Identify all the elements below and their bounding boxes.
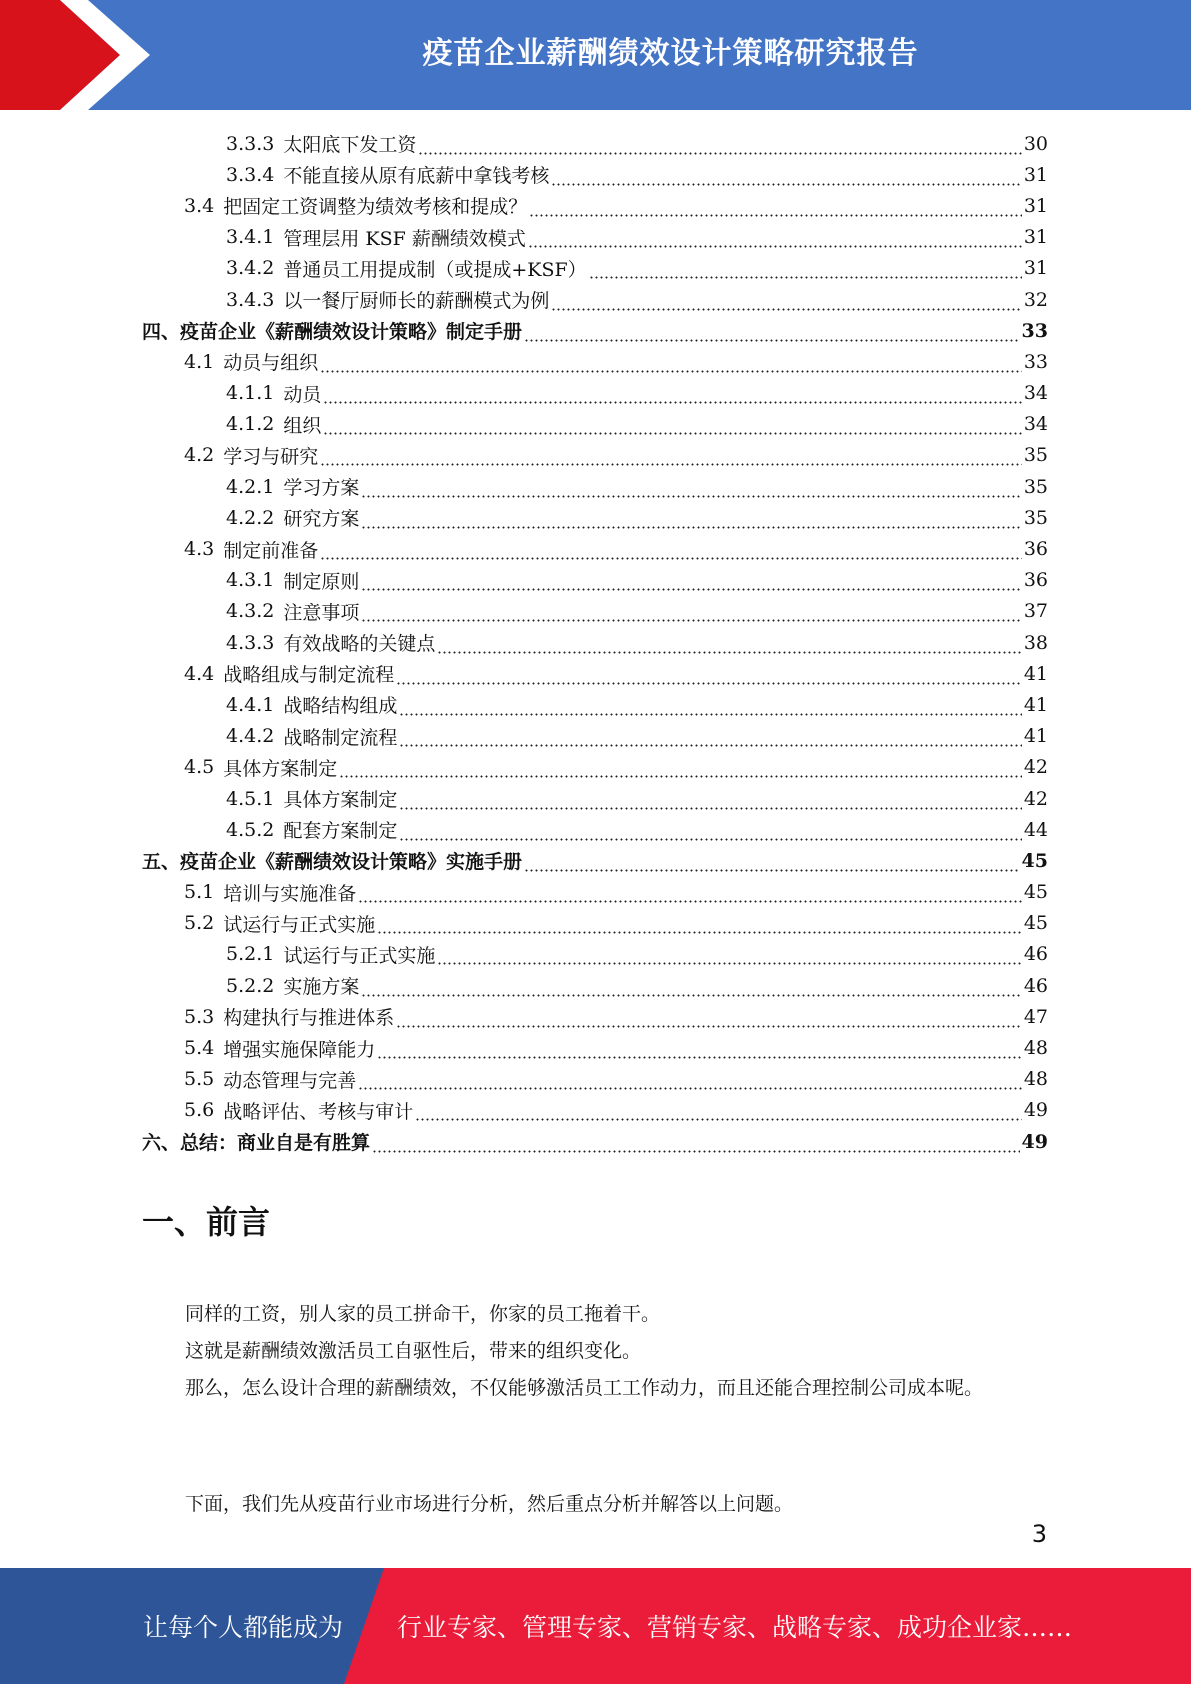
toc-entry[interactable]	[142, 752, 1048, 783]
toc-entry-title: 动员与组织	[223, 352, 319, 375]
toc-entry[interactable]	[142, 721, 1048, 752]
toc-entry[interactable]	[142, 315, 1048, 346]
toc-entry-page: 31	[1023, 194, 1048, 217]
toc-dot-leader	[358, 1076, 1022, 1090]
intro-paragraphs	[142, 1296, 1048, 1407]
toc-entry[interactable]	[142, 284, 1048, 315]
toc-entry[interactable]	[142, 908, 1048, 939]
toc-entry-page: 45	[1023, 912, 1048, 935]
toc-entry[interactable]	[142, 1126, 1048, 1157]
toc-entry-page: 41	[1023, 725, 1048, 748]
toc-entry-number: 4.1.2	[226, 413, 275, 436]
toc-entry-page: 48	[1023, 1068, 1048, 1091]
toc-entry-title: 五、疫苗企业《薪酬绩效设计策略》实施手册	[142, 851, 523, 874]
toc-entry[interactable]	[142, 1032, 1048, 1063]
toc-entry[interactable]	[142, 190, 1048, 221]
toc-entry-title: 具体方案制定	[283, 789, 398, 812]
toc-entry-number: 4.5.1	[226, 787, 275, 810]
toc-entry-title: 普通员工用提成制（或提成+KSF）	[283, 258, 587, 281]
toc-entry-title: 不能直接从原有底薪中拿钱考核	[283, 165, 550, 188]
toc-entry[interactable]	[142, 471, 1048, 502]
toc-entry-page: 44	[1023, 818, 1048, 841]
toc-entry[interactable]	[142, 440, 1048, 471]
toc-entry[interactable]	[142, 1001, 1048, 1032]
toc-entry[interactable]	[142, 814, 1048, 845]
toc-entry-number: 3.3.3	[226, 132, 275, 155]
toc-entry[interactable]	[142, 627, 1048, 658]
toc-dot-leader	[320, 359, 1022, 373]
toc-entry-title: 以一餐厅厨师长的薪酬模式为例	[283, 290, 550, 313]
toc-dot-leader	[320, 452, 1022, 466]
toc-entry[interactable]	[142, 658, 1048, 689]
paragraph: 下面，我们先从疫苗行业市场进行分析，然后重点分析并解答以上问题。	[185, 1493, 794, 1515]
toc-entry-title: 动员	[283, 383, 322, 406]
toc-dot-leader	[418, 141, 1021, 155]
toc-dot-leader	[437, 951, 1021, 965]
toc-dot-leader	[372, 1139, 1020, 1153]
toc-dot-leader	[323, 390, 1021, 404]
page-header	[0, 0, 1191, 110]
toc-entry-title: 战略结构组成	[283, 695, 398, 718]
toc-entry-number: 4.3	[184, 538, 215, 561]
toc-entry-number: 5.1	[184, 881, 215, 904]
toc-entry-number: 4.2.2	[226, 506, 275, 529]
toc-entry-number: 5.5	[184, 1068, 215, 1091]
closing-paragraph-block	[142, 1486, 1048, 1523]
toc-entry-number: 4.1	[184, 350, 215, 373]
toc-entry-page: 41	[1023, 662, 1048, 685]
toc-entry-title: 培训与实施准备	[223, 882, 357, 905]
toc-entry-title: 具体方案制定	[223, 757, 338, 780]
paragraph: 这就是薪酬绩效激活员工自驱性后，带来的组织变化。	[185, 1340, 642, 1362]
toc-dot-leader	[399, 827, 1021, 841]
toc-entry-number: 4.4.2	[226, 725, 275, 748]
toc-entry[interactable]	[142, 565, 1048, 596]
paragraph: 那么，怎么设计合理的薪酬绩效，不仅能够激活员工工作动力，而且还能合理控制公司成本呢。	[185, 1377, 984, 1399]
toc-dot-leader	[524, 858, 1020, 872]
toc-entry-title: 战略组成与制定流程	[223, 664, 395, 687]
toc-entry-page: 46	[1023, 943, 1048, 966]
toc-entry-number: 5.3	[184, 1005, 215, 1028]
toc-entry-title: 学习与研究	[223, 445, 319, 468]
toc-entry-number: 5.2.2	[226, 974, 275, 997]
toc-entry-number: 5.6	[184, 1099, 215, 1122]
toc-entry-number: 4.5.2	[226, 818, 275, 841]
footer-slogan-right: 行业专家、管理专家、营销专家、战略专家、成功企业家……	[397, 1613, 1073, 1642]
toc-dot-leader	[361, 484, 1021, 498]
toc-entry-page: 32	[1023, 288, 1048, 311]
toc-entry-page: 37	[1023, 600, 1048, 623]
toc-entry-title: 试运行与正式实施	[223, 913, 376, 936]
toc-entry[interactable]	[142, 783, 1048, 814]
toc-entry-number: 4.1.1	[226, 382, 275, 405]
toc-entry-page: 45	[1021, 849, 1048, 872]
header-chevron-graphic	[0, 0, 160, 110]
toc-entry-page: 34	[1023, 413, 1048, 436]
section-title: 一、前言	[142, 1203, 271, 1241]
toc-entry-page: 42	[1023, 787, 1048, 810]
toc-entry-page: 35	[1023, 444, 1048, 467]
toc-entry-title: 配套方案制定	[283, 820, 398, 843]
toc-entry[interactable]	[142, 502, 1048, 533]
toc-dot-leader	[320, 546, 1022, 560]
toc-entry-page: 46	[1023, 974, 1048, 997]
toc-dot-leader	[528, 234, 1022, 248]
toc-entry[interactable]	[142, 222, 1048, 253]
toc-dot-leader	[399, 733, 1021, 747]
toc-entry-page: 31	[1023, 226, 1048, 249]
toc-dot-leader	[323, 421, 1021, 435]
toc-entry-number: 4.3.2	[226, 600, 275, 623]
toc-entry-title: 制定原则	[283, 570, 360, 593]
toc-dot-leader	[377, 1045, 1022, 1059]
toc-entry-number: 4.4.1	[226, 693, 275, 716]
toc-entry-page: 48	[1023, 1037, 1048, 1060]
toc-entry-number: 4.2.1	[226, 475, 275, 498]
toc-dot-leader	[361, 577, 1021, 591]
toc-entry-title: 动态管理与完善	[223, 1069, 357, 1092]
toc-dot-leader	[551, 172, 1021, 186]
toc-dot-leader	[358, 889, 1022, 903]
toc-entry-title: 管理层用 KSF 薪酬绩效模式	[283, 227, 526, 250]
toc-entry-page: 33	[1021, 319, 1048, 342]
toc-entry-title: 实施方案	[283, 976, 360, 999]
toc-dot-leader	[396, 671, 1022, 685]
footer-slogan-left: 让每个人都能成为	[143, 1613, 344, 1642]
toc-entry[interactable]	[142, 877, 1048, 908]
toc-entry[interactable]	[142, 128, 1048, 159]
toc-entry-page: 49	[1021, 1130, 1048, 1153]
toc-entry-page: 41	[1023, 693, 1048, 716]
page-number: 3	[1031, 1520, 1047, 1548]
toc-entry-title: 六、总结：商业自是有胜算	[142, 1132, 371, 1155]
toc-entry-number: 5.4	[184, 1037, 215, 1060]
toc-dot-leader	[589, 265, 1022, 279]
toc-entry-title: 构建执行与推进体系	[223, 1007, 395, 1030]
toc-dot-leader	[399, 702, 1021, 716]
toc-entry[interactable]	[142, 1095, 1048, 1126]
toc-entry-number: 4.4	[184, 662, 215, 685]
toc-entry-number: 3.4.3	[226, 288, 275, 311]
toc-entry-page: 42	[1023, 756, 1048, 779]
toc-entry-number: 3.4.2	[226, 257, 275, 280]
toc-entry-page: 35	[1023, 506, 1048, 529]
toc-entry-page: 47	[1023, 1005, 1048, 1028]
toc-entry-page: 30	[1023, 132, 1048, 155]
toc-entry-title: 把固定工资调整为绩效考核和提成？	[223, 196, 528, 219]
toc-entry[interactable]	[142, 596, 1048, 627]
toc-entry-page: 31	[1023, 163, 1048, 186]
toc-entry[interactable]	[142, 533, 1048, 564]
toc-entry-title: 四、疫苗企业《薪酬绩效设计策略》制定手册	[142, 321, 523, 344]
toc-dot-leader	[361, 515, 1021, 529]
toc-dot-leader	[339, 764, 1022, 778]
toc-entry-number: 4.3.3	[226, 631, 275, 654]
toc-entry-title: 注意事项	[283, 601, 360, 624]
toc-entry[interactable]	[142, 159, 1048, 190]
toc-entry[interactable]	[142, 845, 1048, 876]
toc-entry-page: 49	[1023, 1099, 1048, 1122]
toc-dot-leader	[361, 608, 1021, 622]
toc-entry-number: 5.2.1	[226, 943, 275, 966]
toc-dot-leader	[396, 1014, 1022, 1028]
toc-entry-page: 33	[1023, 350, 1048, 373]
toc-dot-leader	[529, 203, 1022, 217]
toc-entry-title: 试运行与正式实施	[283, 944, 436, 967]
toc-entry-title: 增强实施保障能力	[223, 1038, 376, 1061]
toc-entry-title: 学习方案	[283, 477, 360, 500]
toc-entry[interactable]	[142, 689, 1048, 720]
toc-entry-page: 36	[1023, 538, 1048, 561]
toc-entry[interactable]	[142, 346, 1048, 377]
toc-dot-leader	[399, 796, 1021, 810]
toc-dot-leader	[415, 1107, 1022, 1121]
table-of-contents	[142, 128, 1048, 1157]
toc-entry-number: 4.3.1	[226, 569, 275, 592]
toc-entry-page: 36	[1023, 569, 1048, 592]
toc-dot-leader	[551, 297, 1021, 311]
toc-entry[interactable]	[142, 939, 1048, 970]
toc-entry[interactable]	[142, 378, 1048, 409]
toc-entry-title: 制定前准备	[223, 539, 319, 562]
toc-entry-number: 3.4.1	[226, 226, 275, 249]
page-footer	[0, 1568, 1191, 1684]
toc-entry-page: 31	[1023, 257, 1048, 280]
report-title: 疫苗企业薪酬绩效设计策略研究报告	[422, 36, 919, 71]
toc-entry-page: 38	[1023, 631, 1048, 654]
toc-entry-page: 34	[1023, 382, 1048, 405]
toc-entry-title: 研究方案	[283, 508, 360, 531]
paragraph: 同样的工资，别人家的员工拼命干，你家的员工拖着干。	[185, 1303, 661, 1325]
toc-entry-title: 有效战略的关键点	[283, 633, 436, 656]
toc-dot-leader	[361, 983, 1021, 997]
toc-entry-title: 组织	[283, 414, 322, 437]
toc-entry-number: 5.2	[184, 912, 215, 935]
toc-dot-leader	[524, 328, 1020, 342]
toc-entry-title: 太阳底下发工资	[283, 134, 417, 157]
toc-dot-leader	[377, 920, 1022, 934]
toc-entry-page: 45	[1023, 881, 1048, 904]
toc-entry-number: 4.2	[184, 444, 215, 467]
toc-dot-leader	[437, 640, 1021, 654]
toc-entry-number: 4.5	[184, 756, 215, 779]
toc-entry-title: 战略评估、考核与审计	[223, 1100, 414, 1123]
toc-entry[interactable]	[142, 253, 1048, 284]
toc-entry-number: 3.4	[184, 194, 215, 217]
toc-entry[interactable]	[142, 970, 1048, 1001]
toc-entry-number: 3.3.4	[226, 163, 275, 186]
toc-entry-page: 35	[1023, 475, 1048, 498]
toc-entry[interactable]	[142, 409, 1048, 440]
toc-entry-title: 战略制定流程	[283, 726, 398, 749]
toc-entry[interactable]	[142, 1064, 1048, 1095]
